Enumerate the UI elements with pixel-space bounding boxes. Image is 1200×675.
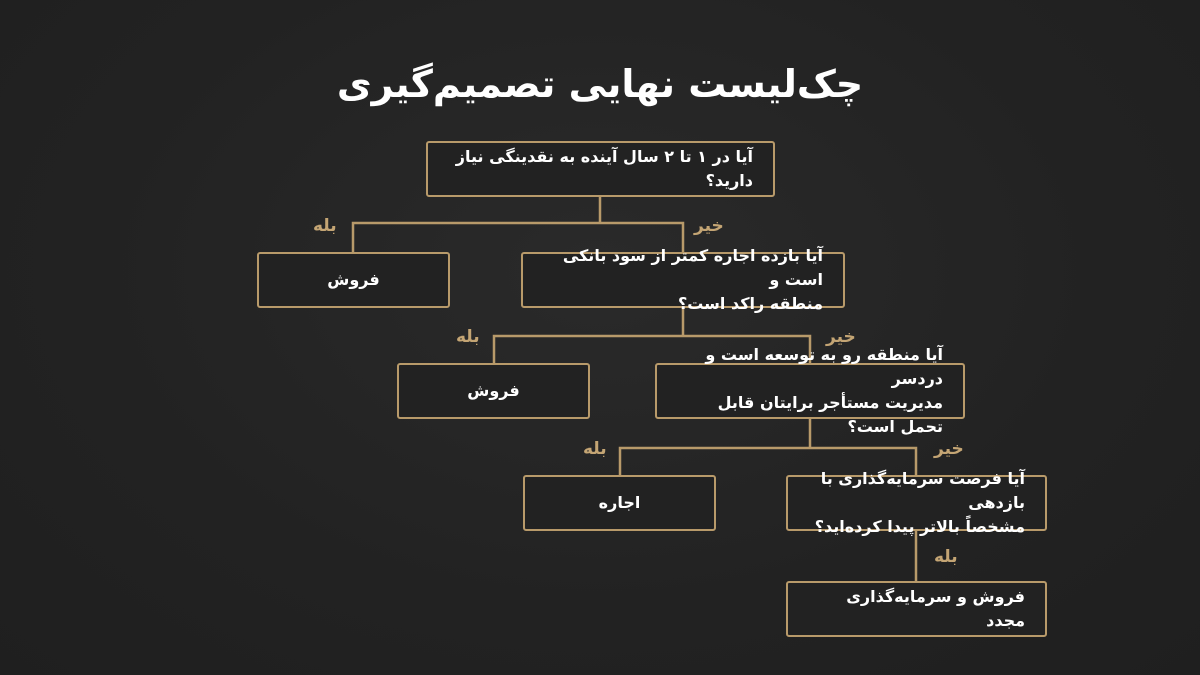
yes-label-1: بله (313, 216, 337, 236)
question-box-2 (521, 246, 845, 313)
question-text-4: آیا فرصت سرمایه‌گذاری با بازدهی مشخصاً بالاتر پیدا کرده‌اید؟ (814, 469, 1025, 536)
no-label-3: خیر (934, 439, 964, 459)
yes-label-2: بله (456, 327, 480, 347)
page-title: چک‌لیست نهایی تصمیم‌گیری (336, 62, 864, 106)
question-text-2: آیا بازده اجاره کمتر از سود بانکی است و منطقه راکد است؟ (562, 246, 823, 313)
question-text-3: آیا منطقه رو به توسعه است و دردسر مدیریت مستأجر برایتان قابل تحمل است؟ (705, 345, 943, 436)
question-box-1 (426, 141, 775, 197)
answer-box-2 (397, 363, 590, 419)
answer-box-1 (257, 252, 450, 308)
answer-box-3 (523, 475, 716, 531)
yes-label-3: بله (583, 439, 607, 459)
answer-box-4 (786, 581, 1047, 637)
answer-text-4: فروش و سرمایه‌گذاری مجدد (846, 587, 1025, 630)
question-text-1: آیا در ۱ تا ۲ سال آینده به نقدینگی نیاز دارید؟ (455, 147, 753, 190)
question-box-4 (786, 469, 1047, 536)
yes-label-4: بله (934, 547, 958, 567)
answer-text-1: فروش (327, 270, 380, 289)
no-label-2: خیر (826, 327, 856, 347)
answer-text-2: فروش (467, 381, 520, 400)
no-label-1: خیر (694, 216, 724, 236)
question-box-3 (655, 345, 965, 436)
answer-text-3: اجاره (598, 493, 641, 512)
